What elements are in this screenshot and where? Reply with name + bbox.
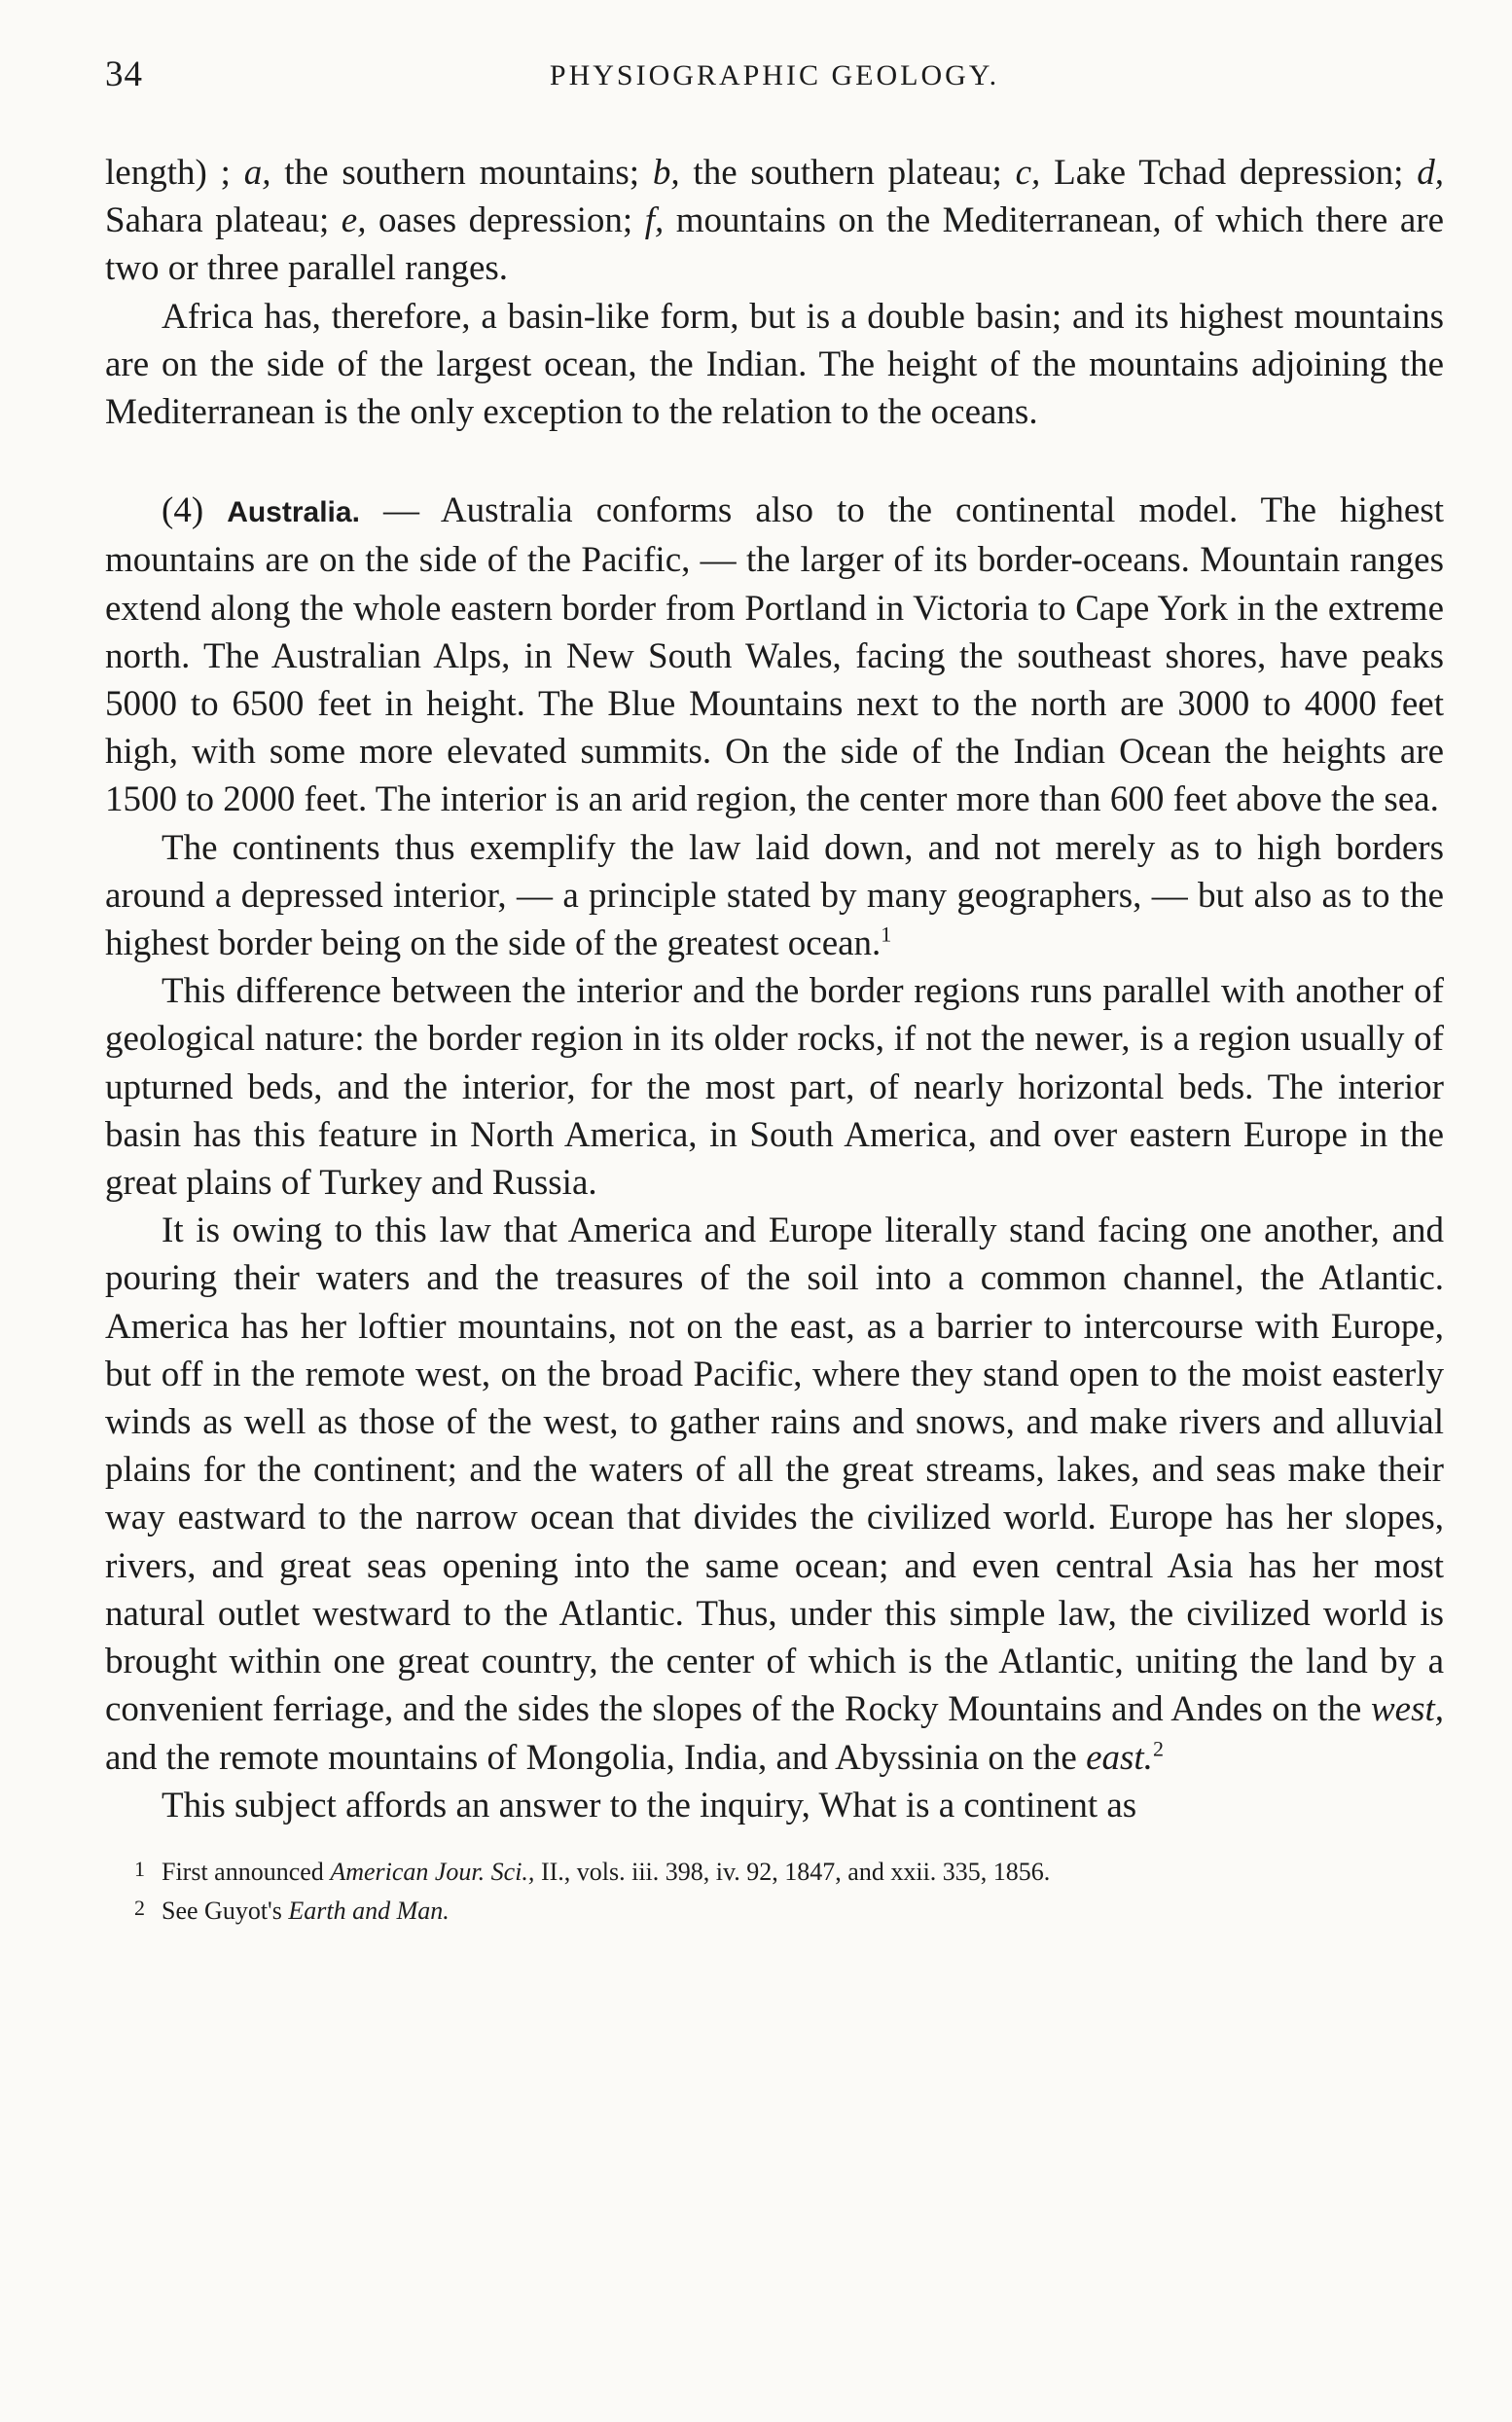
paragraph-continent-inquiry: This subject affords an answer to the inquiry, What is a continent as [162,1785,1137,1826]
paragraph-africa-summary: Africa has, therefore, a basin-like form, but is a double basin; and its highest mountains are on the side of the largest ocean, the Indian. The height of the mountains adjoining the Mediterranean is the only exception to the relation to the oceans. [105,296,1444,433]
text-run: — Australia conforms also to the continental model. The highest mountains are on the side of the Pacific, — the larger of its border-oceans. Mountain ranges extend along the whole eastern border from Portland in Victoria to Cape York in the extreme north. The Australian Alps, in New South Wales, facing the southeast shores, have peaks 5000 to 6500 feet in height. The Blue Mountains next to the north are 3000 to 4000 feet high, with some more elevated summits. On the side of the Indian Ocean the heights are 1500 to 2000 feet. The interior is an arid region, the center more than 600 feet above the sea. [105,490,1444,820]
paragraph-continents-law [105,824,1444,968]
footnote-mark: 1 [134,1856,145,1881]
legend-letter-a: a, [243,153,271,193]
text-run: the southern plateau; [679,153,1016,193]
footnote-ref-2: 2 [1152,1736,1164,1761]
paragraph-border-regions: This difference between the interior and the border regions runs parallel with another of geological nature: the border region in its older rocks, if not the newer, is a region usually of upturned beds, and the interior, for the most part, of nearly horizontal beds. The interior basin has this feature in North America, in South America, and over eastern Europe in the great plains of Turkey and Russia. [105,971,1444,1204]
footnotes [105,1851,1444,1929]
paragraph-australia [105,487,1444,823]
text-run: Sahara plateau; [105,200,342,241]
paragraph-america-europe [105,1207,1444,1781]
section-number: (4) [162,490,228,531]
text-run: II., vols. iii. 398, iv. 92, 1847, and xxii. 335, 1856. [534,1857,1051,1886]
legend-letter-f: f, [644,200,665,241]
legend-letter-b: b, [652,153,680,193]
text-run: Lake Tchad depression; [1040,153,1418,193]
text-run: length) ; [105,153,244,193]
text-run: oases depression; [366,200,645,241]
legend-letter-c: c, [1015,153,1041,193]
section-heading-australia: Australia. [227,496,360,529]
book-title: Earth and Man. [288,1896,450,1925]
text-run: See Guyot's [162,1896,289,1925]
footnote-ref-1: 1 [881,922,892,947]
journal-title: American Jour. Sci., [330,1857,535,1886]
text-run: First announced [162,1857,331,1886]
page-number: 34 [105,54,143,94]
footnote-mark: 2 [134,1895,145,1920]
text-run: the southern mountains; [270,153,653,193]
footnote-1 [105,1851,1444,1890]
legend-letter-e: e, [341,200,367,241]
italic-west: west, [1370,1689,1444,1730]
text-run: It is owing to this law that America and Europe literally stand facing one another, and pouring their waters and the treasures of the soil into a common channel, the Atlantic. America has her loftier mountains, not on the east, as a barrier to intercourse with Europe, but off in the remote west, on the broad Pacific, where they stand open to the moist easterly winds as well as those of the west, to gather rains and snows, and make rivers and alluvial plains for the continent; and the waters of all the great streams, lakes, and seas make their way eastward to the narrow ocean that divides the civilized world. Europe has her slopes, rivers, and great seas opening into the same ocean; and even central Asia has her most natural outlet westward to the Atlantic. Thus, under this simple law, the civilized world is brought within one great country, the center of which is the Atlantic, uniting the land by a convenient ferriage, and the sides the slopes of the Rocky Mountains and Andes on the [105,1211,1444,1730]
text-run: and the remote mountains of Mongolia, India, and Abyssinia on the [105,1737,1087,1778]
body-text [105,149,1444,1829]
text-run: mountains on the Mediterranean, of which there are two or three parallel ranges. [105,200,1444,289]
paragraph-africa-legend [105,149,1444,293]
page-header [105,54,1444,112]
legend-letter-d: d, [1417,153,1444,193]
italic-east: east. [1086,1737,1153,1778]
footnote-2 [105,1890,1444,1929]
text-run: The continents thus exemplify the law laid down, and not merely as to high borders around a depressed interior, — a principle stated by many geographers, — but also as to the highest border being on the side of the greatest ocean. [105,827,1444,964]
running-head: PHYSIOGRAPHIC GEOLOGY. [549,59,1000,91]
